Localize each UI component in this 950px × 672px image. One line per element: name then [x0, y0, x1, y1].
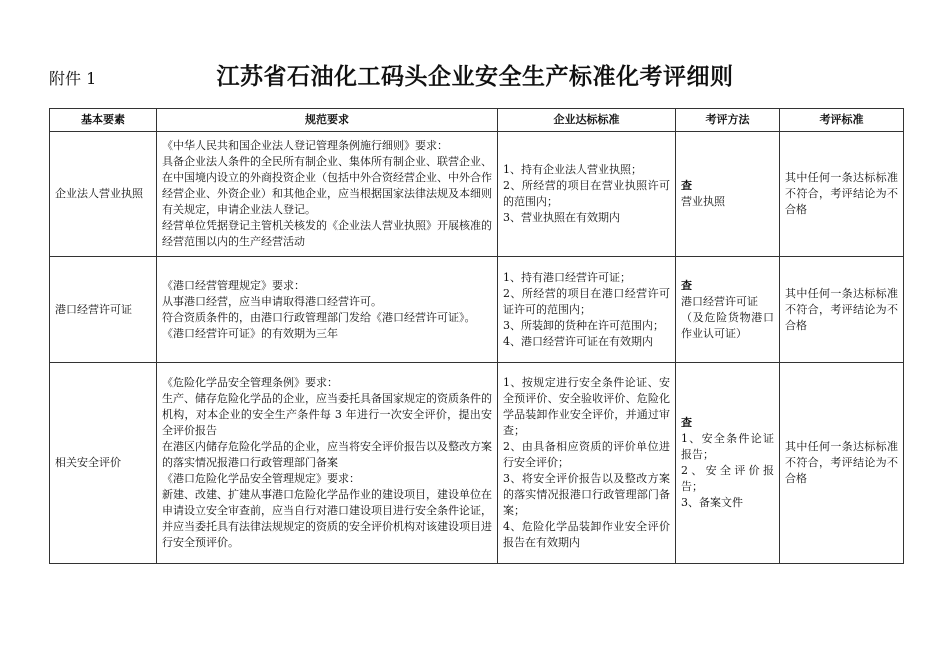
row-standards: [498, 363, 676, 564]
table-row: [50, 132, 904, 257]
requirement-line: 符合资质条件的，由港口行政管理部门发给《港口经营许可证》。: [162, 310, 476, 324]
requirement-line: 经营单位凭据登记主管机关核发的《企业法人营业执照》开展核准的经营范围以内的生产经营活动: [162, 219, 492, 248]
row-requirements: [157, 257, 498, 363]
method-item: 2、安全评价报告；: [681, 464, 774, 493]
row-method: [676, 132, 780, 257]
method-item: 港口经营许可证: [681, 294, 758, 308]
requirement-line: 生产、储存危险化学品的企业，应当委托具备国家规定的资质条件的机构，对本企业的安全生产条件每 3 年进行一次安全评价，提出安全评价报告: [162, 392, 492, 437]
row-criteria: 其中任何一条达标标准不符合，考评结论为不合格: [780, 257, 904, 363]
row-method: [676, 363, 780, 564]
requirement-line: 《港口经营许可证》的有效期为三年: [162, 326, 338, 340]
row-element: 港口经营许可证: [50, 257, 157, 363]
requirement-line: 从事港口经营，应当申请取得港口经营许可。: [162, 294, 382, 308]
row-element: 相关安全评价: [50, 363, 157, 564]
method-item: 3、备案文件: [681, 496, 743, 509]
row-criteria: 其中任何一条达标标准不符合，考评结论为不合格: [780, 363, 904, 564]
method-item: （及危险货物港口作业认可证）: [681, 310, 774, 340]
standard-line: 1、持有港口经营许可证；: [503, 270, 631, 284]
row-criteria: 其中任何一条达标标准不符合，考评结论为不合格: [780, 132, 904, 257]
standard-line: 3、所装卸的货种在许可范围内；: [503, 318, 664, 332]
standard-line: 2、所经营的项目在港口经营许可证许可的范围内；: [503, 286, 670, 316]
method-item: 1、安全条件论证报告；: [681, 432, 774, 461]
requirement-line: 在港区内储存危险化学品的企业，应当将安全评价报告以及整改方案的落实情况报港口行政管理部门备案: [162, 440, 492, 469]
standard-line: 4、港口经营许可证在有效期内: [503, 334, 653, 348]
requirement-line: 新建、改建、扩建从事港口危险化学品作业的建设项目，建设单位在申请设立安全审查前，应当自行对港口建设项目进行安全条件论证，并应当委托具有法律法规规定的资质的安全评价机构对该建设项目进行安全预评价。: [162, 488, 492, 549]
row-method: [676, 257, 780, 363]
evaluation-table: [49, 108, 904, 564]
row-requirements: [157, 363, 498, 564]
method-title: 查: [681, 416, 692, 429]
standard-line: 2、由具备相应资质的评价单位进行安全评价；: [503, 440, 670, 469]
row-standards: [498, 257, 676, 363]
standard-line: 3、营业执照在有效期内: [503, 211, 620, 224]
row-element: 企业法人营业执照: [50, 132, 157, 257]
standard-line: 3、将安全评价报告以及整改方案的落实情况报港口行政管理部门备案；: [503, 472, 670, 517]
column-header-method: 考评方法: [676, 109, 780, 132]
requirement-line: 《港口经营管理规定》要求：: [162, 278, 305, 292]
requirement-line: 具备企业法人条件的全民所有制企业、集体所有制企业、联营企业、在中国境内设立的外商投资企业（包括中外合资经营企业、中外合作经营企业、外资企业）和其他企业，应当根据国家法律法规及本细则有关规定，申请企业法人登记。: [162, 155, 492, 216]
table-header-row: [50, 109, 904, 132]
table-row: [50, 363, 904, 564]
row-standards: [498, 132, 676, 257]
column-header-criteria: 考评标准: [780, 109, 904, 132]
standard-line: 1、按规定进行安全条件论证、安全预评价、安全验收评价、危险化学品装卸作业安全评价，并通过审查；: [503, 376, 670, 437]
document-title: 江苏省石油化工码头企业安全生产标准化考评细则: [216, 63, 734, 90]
column-header-standards: 企业达标标准: [498, 109, 676, 132]
column-header-element: 基本要素: [50, 109, 157, 132]
column-header-requirements: 规范要求: [157, 109, 498, 132]
requirement-line: 《中华人民共和国企业法人登记管理条例施行细则》要求：: [162, 139, 448, 152]
method-title: 查: [681, 278, 692, 292]
standard-line: 4、危险化学品装卸作业安全评价报告在有效期内: [503, 520, 670, 549]
standard-line: 1、持有企业法人营业执照；: [503, 163, 642, 176]
method-title: 查: [681, 179, 692, 192]
row-requirements: [157, 132, 498, 257]
attachment-label: 附件 1: [49, 69, 97, 88]
requirement-line: 《港口危险化学品安全管理规定》要求：: [162, 472, 360, 485]
requirement-line: 《危险化学品安全管理条例》要求：: [162, 376, 338, 389]
standard-line: 2、所经营的项目在营业执照许可的范围内；: [503, 179, 670, 208]
method-item: 营业执照: [681, 195, 725, 208]
table-row: [50, 257, 904, 363]
